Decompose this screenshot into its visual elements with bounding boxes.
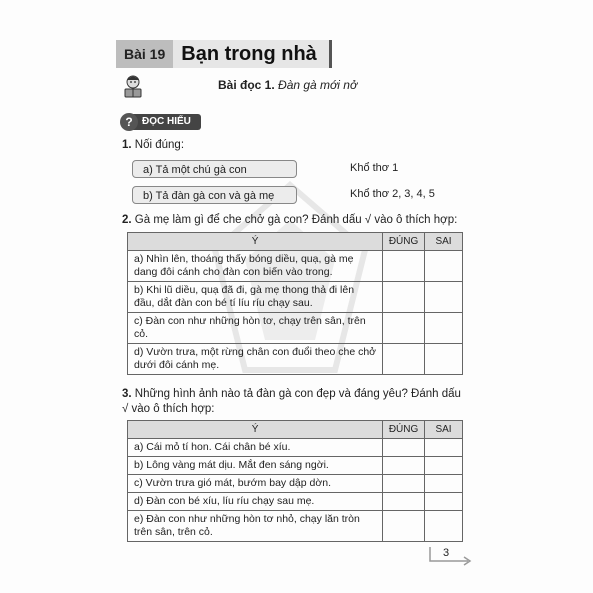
wrong-checkbox-cell[interactable] <box>425 344 463 375</box>
correct-checkbox-cell[interactable] <box>383 475 425 493</box>
question-prompt: Nối đúng: <box>134 139 185 151</box>
correct-checkbox-cell[interactable] <box>383 313 425 344</box>
section-label: ĐỌC HIỂU <box>132 114 201 130</box>
statement-cell: e) Đàn con như những hòn tơ nhỏ, chạy lăn tròn trên sân, trên cỏ. <box>128 511 383 542</box>
table-row <box>128 475 463 493</box>
question-number: 2. <box>122 214 132 226</box>
table-row <box>128 493 463 511</box>
wrong-checkbox-cell[interactable] <box>425 511 463 542</box>
statement-cell: a) Cái mỏ tí hon. Cái chân bé xíu. <box>128 439 383 457</box>
question-mark-icon: ? <box>120 113 138 131</box>
table-row <box>128 251 463 282</box>
wrong-checkbox-cell[interactable] <box>425 251 463 282</box>
wrong-checkbox-cell[interactable] <box>425 493 463 511</box>
question-number: 1. <box>122 139 132 151</box>
reading-name: Đàn gà mới nở <box>278 78 358 92</box>
question-number: 3. <box>122 388 132 400</box>
column-header-statement: Ý <box>128 233 383 251</box>
reading-title <box>218 78 357 92</box>
statement-cell: b) Khi lũ diều, quạ đã đi, gà mẹ thong thả đi lên đầu, dắt đàn con bé tí líu ríu chạy sau. <box>128 282 383 313</box>
statement-cell: b) Lông vàng mát dịu. Mắt đen sáng ngời. <box>128 457 383 475</box>
column-header-correct: ĐÚNG <box>383 233 425 251</box>
wrong-checkbox-cell[interactable] <box>425 282 463 313</box>
correct-checkbox-cell[interactable] <box>383 344 425 375</box>
question-1 <box>122 138 184 153</box>
question-3-table <box>127 420 463 542</box>
table-row <box>128 457 463 475</box>
question-prompt: Gà mẹ làm gì để che chở gà con? Đánh dấu √ vào ô thích hợp: <box>134 214 458 226</box>
match-item-a[interactable]: a) Tả một chú gà con <box>132 160 297 178</box>
wrong-checkbox-cell[interactable] <box>425 439 463 457</box>
statement-cell: a) Nhìn lên, thoáng thấy bóng diều, quạ, gà mẹ dang đôi cánh cho đàn con biến vào trong. <box>128 251 383 282</box>
wrong-checkbox-cell[interactable] <box>425 313 463 344</box>
table-row <box>128 282 463 313</box>
table-header-row <box>128 233 463 251</box>
column-header-statement: Ý <box>128 421 383 439</box>
table-row <box>128 511 463 542</box>
statement-cell: c) Đàn con như những hòn tơ, chạy trên sân, trên cỏ. <box>128 313 383 344</box>
match-target-2[interactable]: Khổ thơ 2, 3, 4, 5 <box>350 188 435 200</box>
question-prompt: Những hình ảnh nào tả đàn gà con đẹp và đáng yêu? Đánh dấu √ vào ô thích hợp: <box>122 388 461 415</box>
statement-cell: d) Vườn trưa, một rừng chân con đuổi theo che chở dưới đôi cánh mẹ. <box>128 344 383 375</box>
match-item-b[interactable]: b) Tả đàn gà con và gà mẹ <box>132 186 297 204</box>
statement-cell: c) Vườn trưa gió mát, bướm bay dập dờn. <box>128 475 383 493</box>
table-row <box>128 313 463 344</box>
wrong-checkbox-cell[interactable] <box>425 457 463 475</box>
table-row <box>128 439 463 457</box>
lesson-title: Bạn trong nhà <box>173 40 332 68</box>
column-header-wrong: SAI <box>425 421 463 439</box>
page-arrow-icon <box>428 545 476 567</box>
lesson-header <box>116 40 332 68</box>
match-target-1[interactable]: Khổ thơ 1 <box>350 162 399 174</box>
wrong-checkbox-cell[interactable] <box>425 475 463 493</box>
correct-checkbox-cell[interactable] <box>383 282 425 313</box>
question-2 <box>122 213 482 228</box>
statement-cell: d) Đàn con bé xíu, líu ríu chạy sau mẹ. <box>128 493 383 511</box>
correct-checkbox-cell[interactable] <box>383 511 425 542</box>
correct-checkbox-cell[interactable] <box>383 493 425 511</box>
correct-checkbox-cell[interactable] <box>383 457 425 475</box>
child-reading-icon <box>122 74 144 98</box>
question-3 <box>122 387 467 417</box>
table-row <box>128 344 463 375</box>
question-2-table <box>127 232 463 375</box>
column-header-correct: ĐÚNG <box>383 421 425 439</box>
page-number: 3 <box>443 547 450 559</box>
reading-label: Bài đọc 1. <box>218 78 275 92</box>
table-header-row <box>128 421 463 439</box>
correct-checkbox-cell[interactable] <box>383 251 425 282</box>
column-header-wrong: SAI <box>425 233 463 251</box>
lesson-number: Bài 19 <box>116 40 173 68</box>
section-badge <box>120 112 201 132</box>
correct-checkbox-cell[interactable] <box>383 439 425 457</box>
